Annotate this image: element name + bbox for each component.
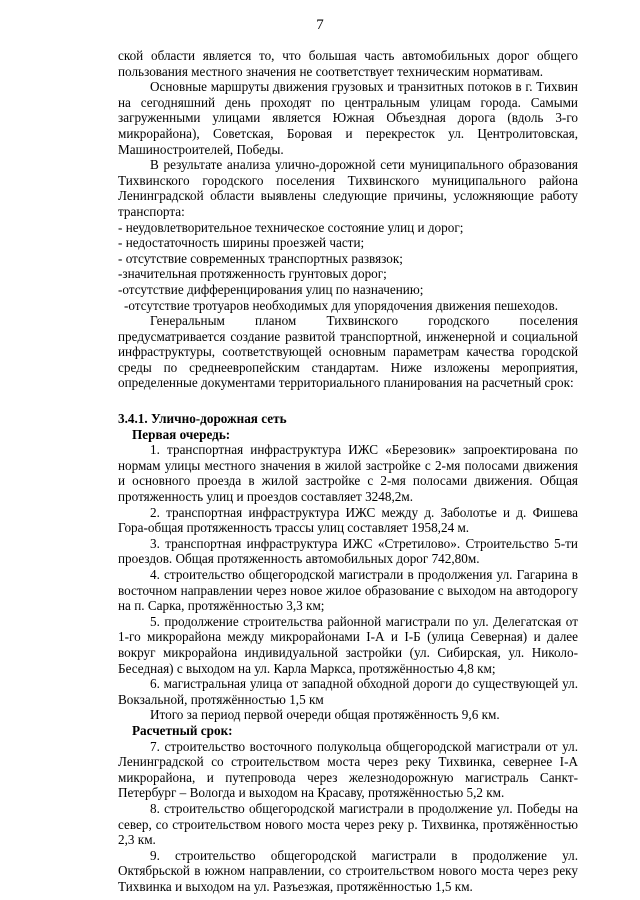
cause-item: -отсутствие дифференцирования улиц по назначению; xyxy=(118,281,424,297)
design-stage-heading: Расчетный срок: xyxy=(132,722,233,738)
design-stage-list xyxy=(118,739,578,895)
general-plan-paragraph: Генеральным планом Тихвинского городского поселения предусматривается создание развитой транспортной, инженерной и социальной инфраструктуры, соответствующей основным параметрам качества городской среды по среднеевропейским стандартам. Ниже изложены мероприятия, определенные документами территориального планирования на расчетный срок: xyxy=(118,313,578,391)
measure-item: 8. строительство общегородской магистрали в продолжение ул. Победы на север, со строительством нового моста через реку р. Тихвинка, протяжённостью 2,3 км. xyxy=(118,800,578,848)
measure-item: 2. транспортная инфраструктура ИЖС между д. Заболотье и д. Фишева Гора-общая протяженность трассы улиц составляет 1958,24 м. xyxy=(118,504,578,536)
measure-item: 6. магистральная улица от западной обходной дороги до существующей ул. Вокзальной, протяжённостью 1,5 км xyxy=(118,676,578,707)
measure-item: 3. транспортная инфраструктура ИЖС «Стретилово». Строительство 5-ти проездов. Общая протяженность автомобильных дорог 742,80м. xyxy=(118,535,578,567)
measure-item: 1. транспортная инфраструктура ИЖС «Березовик» запроектирована по нормам улицы местного значения в жилой застройке с 2-мя полосами движения и основного проезда в жилой застройке с 2-мя полосами движения. Общая протяженность улиц и проездов составляет 3248,2м. xyxy=(118,442,578,505)
cause-item: -отсутствие тротуаров необходимых для упорядочения движения пешеходов. xyxy=(124,297,558,313)
cause-item: - неудовлетворительное техническое состояние улиц и дорог; xyxy=(118,219,464,235)
causes-list xyxy=(118,220,578,314)
intro-paragraph-analysis: В результате анализа улично-дорожной сети муниципального образования Тихвинского городского поселения Тихвинского муниципального района Ленинградской области выявлены следующие причины, усложняющие работу транспорта: xyxy=(118,157,578,219)
first-stage-total: Итого за период первой очереди общая протяжённость 9,6 км. xyxy=(150,707,500,723)
section-title: 3.4.1. Улично-дорожная сеть xyxy=(118,411,287,427)
intro-paragraph-continuation: ской области является то, что большая часть автомобильных дорог общего пользования местного значения не соответствует техническим нормативам. xyxy=(118,48,578,79)
first-stage-heading: Первая очередь: xyxy=(132,426,231,442)
measure-item: 9. строительство общегородской магистрали в продолжение ул. Октябрьской в южном направлении, со строительством нового моста через реку Тихвинка и выходом на ул. Разъезжая, протяжённостью 1,5 км. xyxy=(118,847,578,894)
measure-item: 5. продолжение строительства районной магистрали по ул. Делегатская от 1-го микрорайона между микрорайонами I-А и I-Б (улица Северная) и далее вокруг микрорайона индивидуальной застройки (ул. Сибирская, ул. Николо-Беседная) с выходом на ул. Карла Маркса, протяжённостью 4,8 км; xyxy=(118,613,578,676)
page-number: 7 xyxy=(316,17,324,33)
cause-item: - отсутствие современных транспортных развязок; xyxy=(118,250,403,266)
cause-item: -значительная протяженность грунтовых дорог; xyxy=(118,266,387,282)
measure-item: 4. строительство общегородской магистрали в продолжения ул. Гагарина в восточном направлении через новое жилое образование с выходом на автодорогу на п. Сарка, протяжённостью 3,3 км; xyxy=(118,567,578,614)
measure-item: 7. строительство восточного полукольца общегородской магистрали от ул. Ленинградской со строительством моста через реку Тихвинка, севернее I-А микрорайона, и путепровода через железнодорожную магистраль Санкт-Петербург – Вологда и выходом на Красаву, протяжённостью 5,2 км. xyxy=(118,738,578,801)
intro-paragraph-routes: Основные маршруты движения грузовых и транзитных потоков в г. Тихвин на сегодняшний день проходят по центральным улицам города. Самыми загруженными улицами является Южная Объездная дорога (вдоль 3-го микрорайона), Советская, Боровая и перекресток ул. Центролитовская, Машиностроителей, Победы. xyxy=(118,79,578,157)
first-stage-list xyxy=(118,442,578,707)
cause-item: - недостаточность ширины проезжей части; xyxy=(118,235,365,251)
